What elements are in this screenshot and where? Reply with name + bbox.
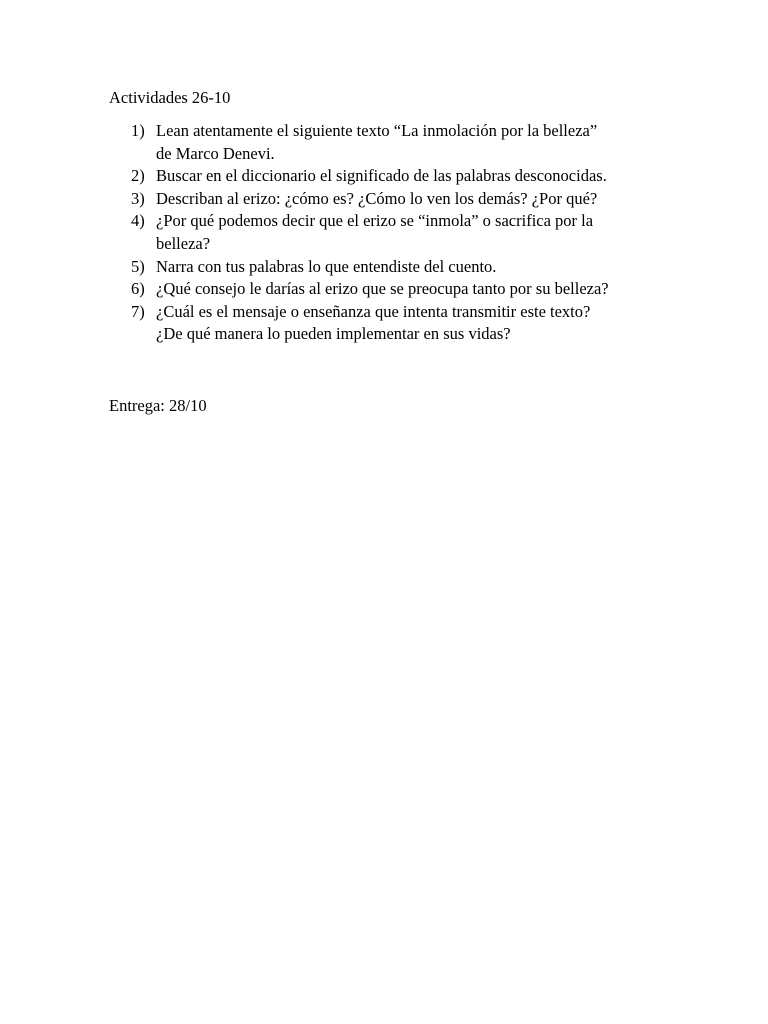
item-number: 4)	[131, 211, 145, 231]
item-number: 5)	[131, 256, 145, 276]
list-item	[131, 278, 691, 301]
item-text-line: ¿De qué manera lo pueden implementar en sus vidas?	[156, 324, 511, 344]
item-text	[156, 210, 691, 255]
item-number: 7)	[131, 301, 145, 321]
list-item	[131, 301, 691, 346]
document-title: Actividades 26-10	[109, 88, 231, 107]
item-text-line: Buscar en el diccionario el significado de las palabras desconocidas.	[156, 166, 607, 186]
list-item	[131, 165, 691, 188]
item-text	[156, 301, 691, 346]
item-text-line: ¿Qué consejo le darías al erizo que se preocupa tanto por su belleza?	[156, 279, 609, 299]
item-text-line: ¿Cuál es el mensaje o enseñanza que intenta transmitir este texto?	[156, 301, 591, 321]
item-text-line: Describan al erizo: ¿cómo es? ¿Cómo lo ven los demás? ¿Por qué?	[156, 188, 598, 208]
item-text-line: belleza?	[156, 233, 211, 253]
item-text	[156, 256, 691, 279]
item-number: 6)	[131, 279, 145, 299]
activity-list	[131, 120, 691, 346]
list-item	[131, 210, 691, 255]
item-text-line: Lean atentamente el siguiente texto “La inmolación por la belleza”	[156, 121, 598, 140]
item-text-line: ¿Por qué podemos decir que el erizo se “inmola” o sacrifica por la	[156, 211, 594, 231]
item-number: 2)	[131, 166, 145, 186]
item-text	[156, 165, 691, 188]
item-text	[156, 278, 691, 301]
list-item	[131, 256, 691, 279]
item-text	[156, 188, 691, 211]
item-text	[156, 120, 691, 165]
item-text-line: Narra con tus palabras lo que entendiste del cuento.	[156, 256, 497, 276]
item-number: 1)	[131, 121, 145, 140]
item-number: 3)	[131, 188, 145, 208]
list-item	[131, 120, 691, 165]
list-item	[131, 188, 691, 211]
delivery-date: Entrega: 28/10	[109, 396, 207, 415]
item-text-line: de Marco Denevi.	[156, 143, 275, 163]
